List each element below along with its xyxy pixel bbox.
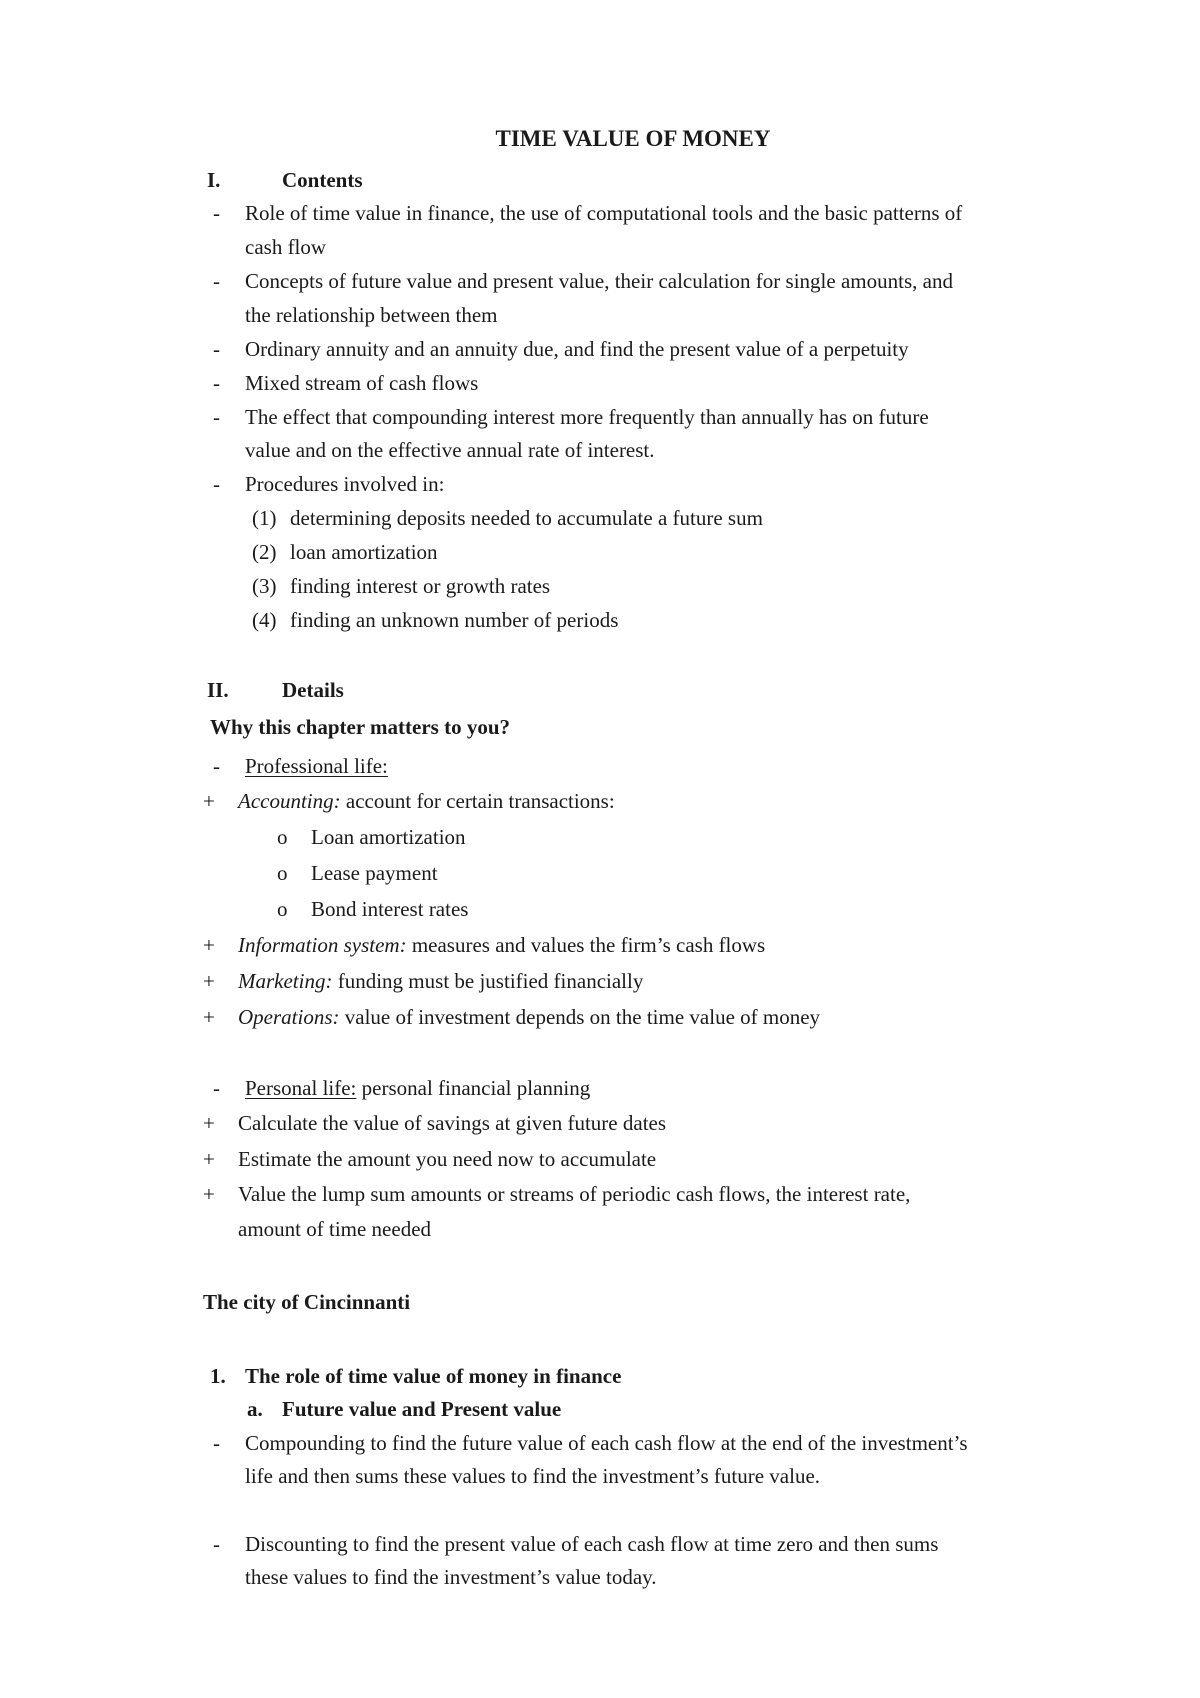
list-item (238, 971, 643, 992)
procedure-text: loan amortization (290, 540, 438, 564)
list-dash: - (213, 269, 220, 293)
item-term: Accounting: (238, 789, 341, 813)
list-item-line: Concepts of future value and present value, their calculation for single amounts, and (245, 269, 953, 293)
procedure-number: (2) (252, 540, 277, 564)
list-item-line: Calculate the value of savings at given future dates (238, 1111, 667, 1135)
procedure-number: (4) (252, 608, 277, 632)
personal-life-label: Personal life: (245, 1076, 357, 1100)
question-heading: Why this chapter matters to you? (210, 715, 511, 739)
list-item-line: Procedures involved in: (245, 472, 445, 496)
circle-bullet: o (277, 897, 288, 921)
list-dash: - (213, 1532, 220, 1556)
plus-bullet: + (203, 1182, 215, 1206)
role-number: 1. (210, 1364, 226, 1388)
document-title: TIME VALUE OF MONEY (495, 126, 771, 151)
sub-item: Loan amortization (311, 825, 466, 849)
list-dash: - (213, 405, 220, 429)
list-dash: - (213, 201, 220, 225)
list-dash: - (213, 472, 220, 496)
list-item-line: amount of time needed (238, 1217, 432, 1241)
plus-bullet: + (203, 789, 215, 813)
list-item-line: Compounding to find the future value of each cash flow at the end of the investment’s (245, 1431, 968, 1455)
list-dash: - (213, 754, 220, 778)
procedure-number: (3) (252, 574, 277, 598)
list-item-line: Role of time value in finance, the use of computational tools and the basic patterns of (245, 201, 963, 225)
list-item-line: Discounting to find the present value of each cash flow at time zero and then sums (245, 1532, 939, 1556)
list-dash: - (213, 1431, 220, 1455)
item-term: Operations: (238, 1005, 340, 1029)
item-text: value of investment depends on the time value of money (339, 1005, 821, 1029)
list-item-line: cash flow (245, 235, 327, 259)
list-item (245, 1078, 590, 1099)
list-item-line: Value the lump sum amounts or streams of periodic cash flows, the interest rate, (238, 1182, 911, 1206)
sub-heading: Future value and Present value (282, 1397, 562, 1421)
list-dash: - (213, 1076, 220, 1100)
list-item-line: Estimate the amount you need now to accumulate (238, 1147, 657, 1171)
plus-bullet: + (203, 1147, 215, 1171)
role-heading: The role of time value of money in finance (245, 1364, 622, 1388)
section-2-heading: Details (282, 678, 344, 702)
procedure-text: determining deposits needed to accumulate a future sum (290, 506, 763, 530)
circle-bullet: o (277, 825, 288, 849)
list-item-line: The effect that compounding interest more frequently than annually has on future (245, 405, 929, 429)
list-dash: - (213, 371, 220, 395)
city-heading: The city of Cincinnanti (203, 1290, 411, 1314)
plus-bullet: + (203, 1111, 215, 1135)
sub-number: a. (247, 1397, 263, 1421)
plus-bullet: + (203, 933, 215, 957)
list-item-line: value and on the effective annual rate of interest. (245, 438, 655, 462)
procedure-text: finding interest or growth rates (290, 574, 551, 598)
list-item-line: life and then sums these values to find the investment’s future value. (245, 1464, 821, 1488)
plus-bullet: + (203, 1005, 215, 1029)
item-text: funding must be justified financially (332, 969, 644, 993)
sub-item: Bond interest rates (311, 897, 469, 921)
section-1-heading: Contents (282, 168, 363, 192)
item-term: Information system: (238, 933, 407, 957)
list-item (238, 1007, 820, 1028)
item-text: measures and values the firm’s cash flows (406, 933, 766, 957)
plus-bullet: + (203, 969, 215, 993)
list-item-line: these values to find the investment’s value today. (245, 1565, 657, 1589)
section-2-numeral: II. (207, 678, 229, 702)
procedure-number: (1) (252, 506, 277, 530)
section-1-numeral: I. (207, 168, 221, 192)
list-item-line: Mixed stream of cash flows (245, 371, 479, 395)
item-term: Marketing: (238, 969, 333, 993)
list-item-line: the relationship between them (245, 303, 498, 327)
item-text: personal financial planning (356, 1076, 591, 1100)
list-item-line: Ordinary annuity and an annuity due, and find the present value of a perpetuity (245, 337, 909, 361)
professional-life-label: Professional life: (245, 754, 388, 778)
circle-bullet: o (277, 861, 288, 885)
sub-item: Lease payment (311, 861, 438, 885)
procedure-text: finding an unknown number of periods (290, 608, 619, 632)
list-dash: - (213, 337, 220, 361)
item-text: account for certain transactions: (340, 789, 615, 813)
list-item (238, 935, 765, 956)
list-item (238, 791, 615, 812)
